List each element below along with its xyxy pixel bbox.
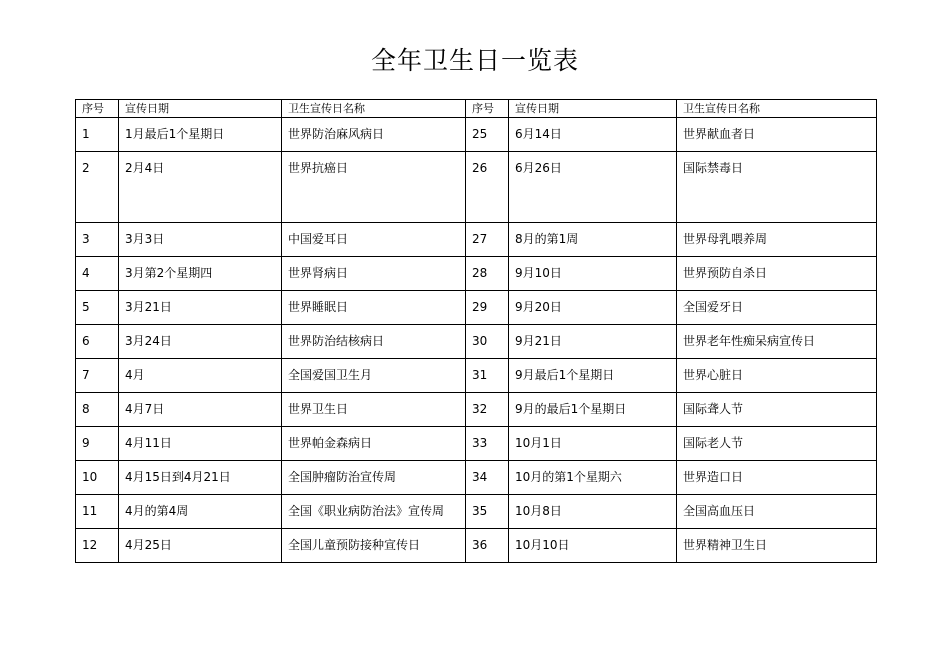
cell-number: 34	[466, 461, 509, 495]
cell-date: 10月8日	[509, 495, 677, 529]
cell-date: 9月21日	[509, 325, 677, 359]
column-header-number: 序号	[466, 100, 509, 118]
cell-number: 1	[76, 118, 119, 152]
cell-name: 世界献血者日	[677, 118, 877, 152]
cell-number: 5	[76, 291, 119, 325]
cell-number: 7	[76, 359, 119, 393]
column-header-name: 卫生宣传日名称	[677, 100, 877, 118]
cell-date: 4月25日	[119, 529, 282, 563]
cell-name: 全国肿瘤防治宣传周	[282, 461, 466, 495]
cell-name: 世界帕金森病日	[282, 427, 466, 461]
cell-date: 3月21日	[119, 291, 282, 325]
cell-name: 世界卫生日	[282, 393, 466, 427]
cell-name: 世界睡眠日	[282, 291, 466, 325]
cell-number: 10	[76, 461, 119, 495]
cell-name: 全国儿童预防接种宣传日	[282, 529, 466, 563]
cell-number: 33	[466, 427, 509, 461]
cell-number: 29	[466, 291, 509, 325]
cell-number: 4	[76, 257, 119, 291]
cell-name: 世界母乳喂养周	[677, 223, 877, 257]
cell-name: 全国高血压日	[677, 495, 877, 529]
cell-name: 全国爱牙日	[677, 291, 877, 325]
column-header-date: 宣传日期	[119, 100, 282, 118]
cell-number: 12	[76, 529, 119, 563]
cell-number: 9	[76, 427, 119, 461]
table-row	[76, 223, 877, 257]
column-header-date: 宣传日期	[509, 100, 677, 118]
cell-name: 世界心脏日	[677, 359, 877, 393]
table-row	[76, 118, 877, 152]
cell-name: 全国《职业病防治法》宣传周	[282, 495, 466, 529]
cell-date: 2月4日	[119, 152, 282, 223]
cell-name: 中国爱耳日	[282, 223, 466, 257]
table-row	[76, 495, 877, 529]
cell-name: 世界肾病日	[282, 257, 466, 291]
cell-name: 世界预防自杀日	[677, 257, 877, 291]
table-row	[76, 152, 877, 223]
column-header-name: 卫生宣传日名称	[282, 100, 466, 118]
table-row	[76, 257, 877, 291]
cell-number: 3	[76, 223, 119, 257]
cell-number: 26	[466, 152, 509, 223]
cell-date: 3月3日	[119, 223, 282, 257]
health-days-table	[75, 99, 877, 563]
cell-name: 国际禁毒日	[677, 152, 877, 223]
cell-name: 世界抗癌日	[282, 152, 466, 223]
table-row	[76, 325, 877, 359]
cell-date: 9月10日	[509, 257, 677, 291]
cell-number: 32	[466, 393, 509, 427]
cell-number: 35	[466, 495, 509, 529]
cell-number: 2	[76, 152, 119, 223]
cell-number: 25	[466, 118, 509, 152]
cell-date: 1月最后1个星期日	[119, 118, 282, 152]
cell-date: 10月的第1个星期六	[509, 461, 677, 495]
cell-number: 27	[466, 223, 509, 257]
cell-number: 31	[466, 359, 509, 393]
cell-date: 4月15日到4月21日	[119, 461, 282, 495]
cell-number: 28	[466, 257, 509, 291]
cell-date: 4月的第4周	[119, 495, 282, 529]
cell-date: 6月14日	[509, 118, 677, 152]
cell-name: 世界精神卫生日	[677, 529, 877, 563]
cell-number: 36	[466, 529, 509, 563]
table-row	[76, 291, 877, 325]
cell-date: 9月最后1个星期日	[509, 359, 677, 393]
cell-date: 9月20日	[509, 291, 677, 325]
cell-number: 6	[76, 325, 119, 359]
cell-number: 8	[76, 393, 119, 427]
table-row	[76, 529, 877, 563]
cell-date: 6月26日	[509, 152, 677, 223]
column-header-number: 序号	[76, 100, 119, 118]
cell-date: 10月10日	[509, 529, 677, 563]
cell-name: 世界防治麻风病日	[282, 118, 466, 152]
cell-date: 9月的最后1个星期日	[509, 393, 677, 427]
cell-date: 3月第2个星期四	[119, 257, 282, 291]
table-row	[76, 359, 877, 393]
table-row	[76, 427, 877, 461]
cell-date: 4月	[119, 359, 282, 393]
cell-name: 国际老人节	[677, 427, 877, 461]
cell-date: 4月11日	[119, 427, 282, 461]
cell-name: 国际聋人节	[677, 393, 877, 427]
cell-name: 世界老年性痴呆病宣传日	[677, 325, 877, 359]
cell-date: 4月7日	[119, 393, 282, 427]
table-header-row	[76, 100, 877, 118]
cell-date: 10月1日	[509, 427, 677, 461]
cell-date: 8月的第1周	[509, 223, 677, 257]
table-row	[76, 461, 877, 495]
cell-number: 30	[466, 325, 509, 359]
table-row	[76, 393, 877, 427]
cell-number: 11	[76, 495, 119, 529]
page-title: 全年卫生日一览表	[370, 46, 579, 75]
cell-name: 世界造口日	[677, 461, 877, 495]
cell-name: 世界防治结核病日	[282, 325, 466, 359]
cell-date: 3月24日	[119, 325, 282, 359]
cell-name: 全国爱国卫生月	[282, 359, 466, 393]
